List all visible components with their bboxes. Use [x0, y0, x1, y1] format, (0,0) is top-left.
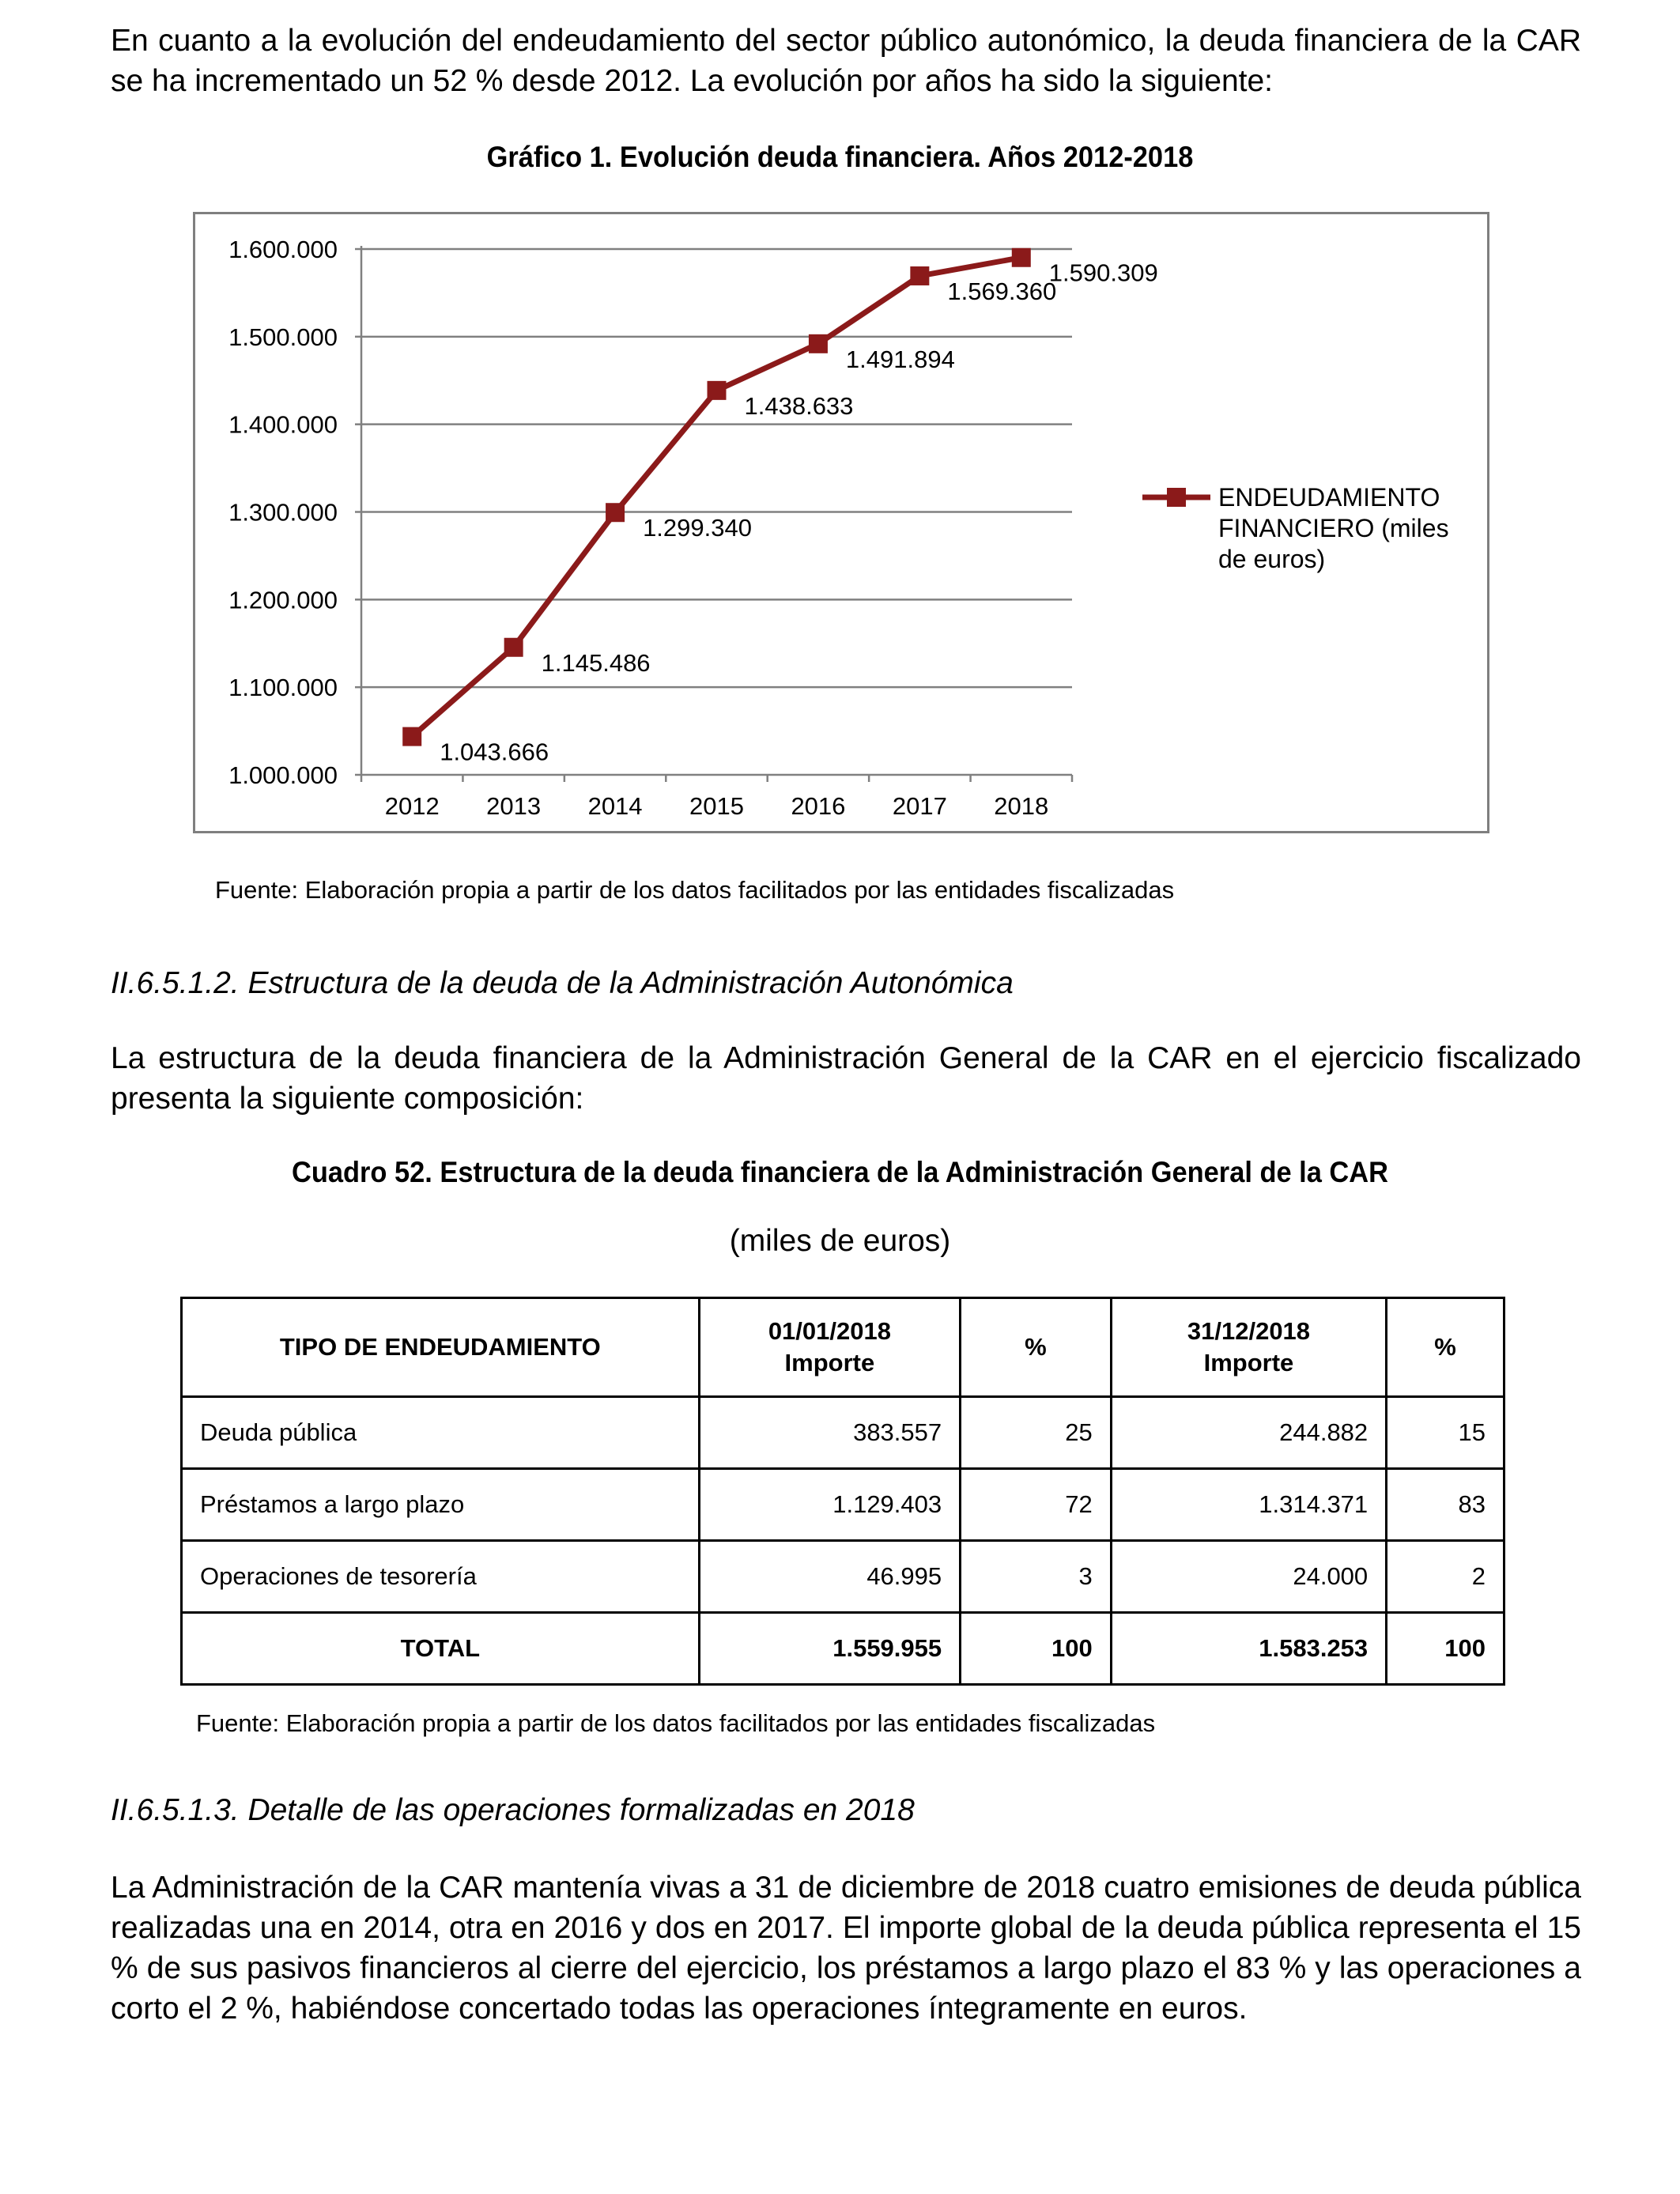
- table-row-total: [182, 1613, 1504, 1685]
- data-point: [809, 334, 828, 353]
- data-label: 1.043.666: [440, 738, 549, 766]
- debt-structure-table: [180, 1297, 1505, 1686]
- x-tick-label: 2017: [892, 792, 947, 820]
- y-tick-label: 1.100.000: [228, 674, 338, 702]
- cell-tipo: Deuda pública: [182, 1397, 700, 1469]
- y-tick-label: 1.600.000: [228, 236, 338, 263]
- cell-importe-inicio: 1.129.403: [699, 1469, 960, 1541]
- cell-pct-inicio: 3: [961, 1541, 1112, 1613]
- header-importe-fin: 31/12/2018 Importe: [1111, 1298, 1386, 1397]
- x-tick-label: 2016: [791, 792, 846, 820]
- header-pct-fin: %: [1387, 1298, 1504, 1397]
- x-tick-label: 2013: [486, 792, 542, 820]
- x-tick-label: 2018: [994, 792, 1049, 820]
- line-chart: [195, 214, 1487, 831]
- x-tick-label: 2014: [587, 792, 643, 820]
- structure-paragraph: La estructura de la deuda financiera de la Administración General de la CAR en el ejercicio fiscalizado presenta la siguiente composición:: [111, 1041, 1581, 1116]
- section-heading-structure: II.6.5.1.2. Estructura de la deuda de la Administración Autonómica: [111, 966, 1014, 1000]
- legend-label: ENDEUDAMIENTO: [1218, 483, 1440, 512]
- table-row-deuda-publica: [182, 1397, 1504, 1469]
- cell-importe-fin: 1.583.253: [1111, 1613, 1386, 1685]
- legend-marker: [1167, 488, 1186, 507]
- cell-pct-fin: 15: [1387, 1397, 1504, 1469]
- cell-tipo: Operaciones de tesorería: [182, 1541, 700, 1613]
- legend-label: FINANCIERO (miles: [1218, 514, 1449, 542]
- cell-pct-inicio: 72: [961, 1469, 1112, 1541]
- data-point: [606, 503, 625, 522]
- intro-paragraph: En cuanto a la evolución del endeudamiento del sector público autonómico, la deuda financiera de la CAR se ha incrementado un 52 % desde 2012. La evolución por años ha sido la siguiente:: [111, 24, 1581, 98]
- data-label: 1.299.340: [643, 514, 752, 542]
- y-tick-label: 1.000.000: [228, 761, 338, 789]
- cell-tipo: TOTAL: [182, 1613, 700, 1685]
- cell-pct-fin: 100: [1387, 1613, 1504, 1685]
- table-row-prestamos-largo-plazo: [182, 1469, 1504, 1541]
- data-label: 1.569.360: [947, 277, 1057, 305]
- cell-importe-fin: 24.000: [1111, 1541, 1386, 1613]
- series-line: [412, 258, 1021, 737]
- chart-frame: [193, 212, 1489, 833]
- cell-pct-inicio: 25: [961, 1397, 1112, 1469]
- cell-pct-fin: 83: [1387, 1469, 1504, 1541]
- data-label: 1.145.486: [541, 648, 651, 677]
- table-title: Cuadro 52. Estructura de la deuda financiera de la Administración General de la CAR: [291, 1156, 1388, 1188]
- chart-source: Fuente: Elaboración propia a partir de los datos facilitados por las entidades fiscalizadas: [215, 876, 1175, 904]
- table-row-operaciones-tesoreria: [182, 1541, 1504, 1613]
- cell-pct-fin: 2: [1387, 1541, 1504, 1613]
- cell-importe-fin: 244.882: [1111, 1397, 1386, 1469]
- chart-title: Gráfico 1. Evolución deuda financiera. Años 2012-2018: [486, 141, 1194, 173]
- data-point: [402, 727, 421, 746]
- cell-importe-inicio: 1.559.955: [699, 1613, 960, 1685]
- x-tick-label: 2015: [689, 792, 744, 820]
- cell-pct-inicio: 100: [961, 1613, 1112, 1685]
- table-source: Fuente: Elaboración propia a partir de los datos facilitados por las entidades fiscalizadas: [196, 1709, 1156, 1737]
- data-label: 1.491.894: [845, 345, 955, 373]
- table-units: (miles de euros): [729, 1224, 951, 1258]
- data-label: 1.438.633: [744, 391, 854, 420]
- data-point: [1012, 248, 1031, 267]
- legend-label: de euros): [1218, 545, 1326, 573]
- data-label: 1.590.309: [1048, 259, 1158, 287]
- section-heading-operations: II.6.5.1.3. Detalle de las operaciones formalizadas en 2018: [111, 1793, 915, 1827]
- header-importe-inicio: 01/01/2018 Importe: [699, 1298, 960, 1397]
- header-tipo: TIPO DE ENDEUDAMIENTO: [182, 1298, 700, 1397]
- y-tick-label: 1.400.000: [228, 410, 338, 439]
- header-pct-inicio: %: [961, 1298, 1112, 1397]
- table-header-row: [182, 1298, 1504, 1397]
- cell-importe-fin: 1.314.371: [1111, 1469, 1386, 1541]
- y-tick-label: 1.200.000: [228, 586, 338, 614]
- operations-paragraph: La Administración de la CAR mantenía vivas a 31 de diciembre de 2018 cuatro emisiones de deuda pública realizadas una en 2014, otra en 2016 y dos en 2017. El importe global de la deuda pública representa el 15 % de sus pasivos financieros al cierre del ejercicio, los préstamos a largo plazo el 83 % y las operaciones a corto el 2 %, habiéndose concertado todas las operaciones íntegramente en euros.: [111, 1871, 1581, 2026]
- y-tick-label: 1.300.000: [228, 498, 338, 527]
- data-point: [504, 638, 523, 657]
- cell-importe-inicio: 383.557: [699, 1397, 960, 1469]
- cell-tipo: Préstamos a largo plazo: [182, 1469, 700, 1541]
- x-tick-label: 2012: [384, 792, 440, 820]
- cell-importe-inicio: 46.995: [699, 1541, 960, 1613]
- y-tick-label: 1.500.000: [228, 323, 338, 351]
- data-point: [708, 381, 727, 400]
- data-point: [910, 266, 929, 285]
